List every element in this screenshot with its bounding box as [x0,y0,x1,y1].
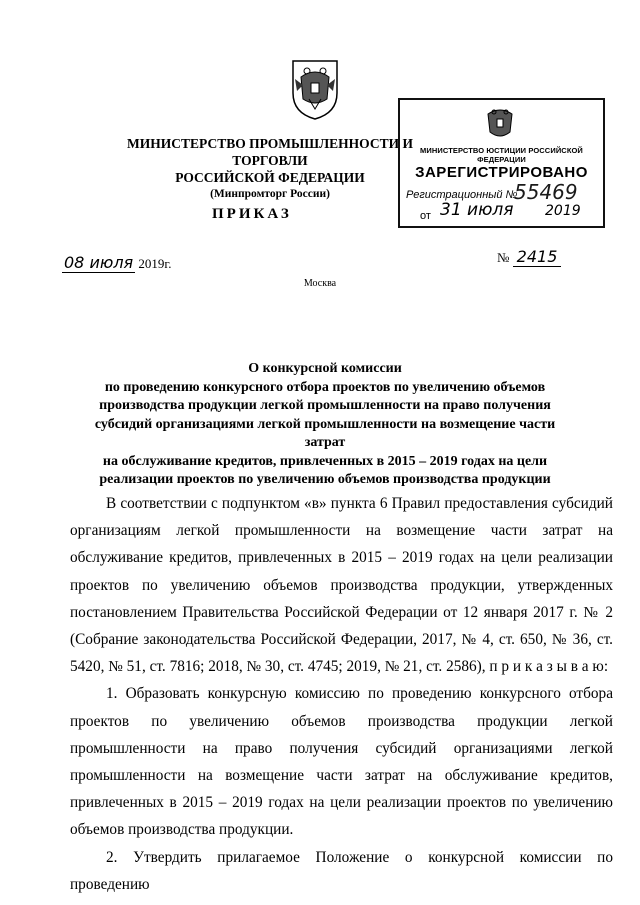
order-number-prefix: № [497,250,510,265]
registration-stamp [398,98,605,228]
subject-line: субсидий организациями легкой промышленности на возмещение части затрат [94,416,556,450]
stamp-registered: ЗАРЕГИСТРИРОВАНО [415,164,588,181]
order-number-value: 2415 [513,247,562,267]
subject-line: реализации проектов по увеличению объемов производства продукции [99,472,551,487]
stamp-emblem-icon [482,106,518,142]
order-date-handwritten: 08 июля [64,253,134,272]
ministry-name-line1: МИНИСТЕРСТВО ПРОМЫШЛЕННОСТИ И ТОРГОВЛИ [127,136,413,168]
body-paragraph: В соответствии с подпунктом «в» пункта 6 Правил предоставления субсидий организациям легкой промышленности на возмещение части затрат на обслуживание кредитов, привлеченных в 2015 – 2019 годах на цели реализации проектов по увеличению объемов производства продукции, утвержденных постановлением Правительства Российской Федерации от 12 января 2017 г. № 2 (Собрание законодательства Российской Федерации, 2017, № 4, ст. 650, № 36, ст. 5420, № 51, ст. 7816; 2018, № 30, ст. 4745; 2019, № 21, ст. 2586), п р и к а з ы в а ю: [70,495,613,676]
order-date [62,253,172,272]
stamp-ministry: МИНИСТЕРСТВО ЮСТИЦИИ РОССИЙСКОЙ ФЕДЕРАЦИИ [420,146,583,164]
order-body [70,490,613,898]
order-subject [80,360,570,490]
body-paragraph: 1. Образовать конкурсную комиссию по проведению конкурсного отбора проектов по увеличению объемов производства продукции легкой промышленности на право получения субсидий организациями легкой промышленности на возмещение части затрат на обслуживание кредитов, привлеченных в 2015 – 2019 годах на цели реализации проектов по увеличению объемов производства продукции. [70,685,613,839]
order-number [497,247,561,266]
stamp-reg-date: 31 июля [440,200,514,220]
subject-line: производства продукции легкой промышленности на право получения [99,398,551,413]
subject-line: на обслуживание кредитов, привлеченных в 2015 – 2019 годах на цели [102,453,548,469]
coat-of-arms-icon [287,55,343,121]
document-type: ПРИКАЗ [212,206,292,222]
stamp-reg-label: Регистрационный № [406,189,518,201]
order-year: 2019г. [138,256,172,271]
stamp-reg-year: 2019 [545,203,581,219]
order-city: Москва [303,278,337,289]
body-paragraph: 2. Утвердить прилагаемое Положение о конкурсной комиссии по проведению [70,848,613,893]
ministry-name-line2: РОССИЙСКОЙ ФЕДЕРАЦИИ [175,170,365,185]
subject-line: по проведению конкурсного отбора проектов по увеличению объемов [104,379,546,395]
stamp-reg-number: 55469 [514,180,578,204]
ministry-short-name: (Минпромторг России) [210,188,330,200]
ministry-header [120,135,420,203]
stamp-date-prefix: от [420,210,431,222]
subject-line: О конкурсной комиссии [248,361,402,376]
